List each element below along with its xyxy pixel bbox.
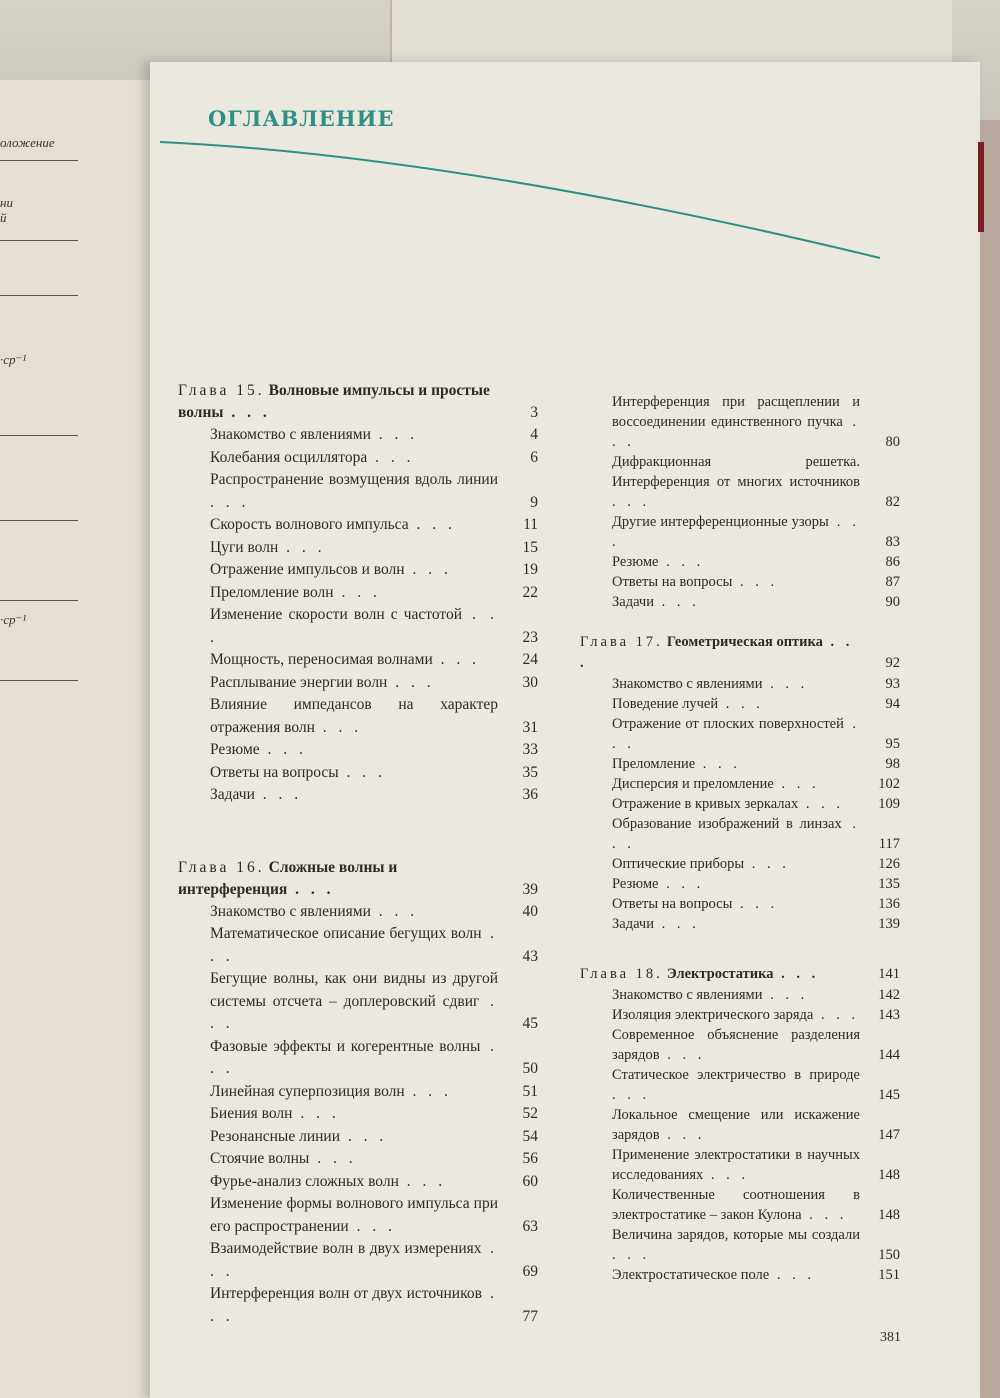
leader-dots: . . . — [612, 414, 861, 450]
page-number: 93 — [885, 676, 900, 692]
entry-title: Другие интерференционные узоры . . . — [612, 514, 861, 550]
toc-entry — [178, 604, 538, 649]
chapter-title — [580, 632, 860, 674]
entry-title: Отражение в кривых зеркалах . . . — [612, 796, 844, 812]
toc-page — [150, 62, 980, 1398]
toc-entry — [178, 514, 538, 537]
leader-dots: . . . — [773, 966, 820, 982]
page-number: 35 — [522, 763, 538, 781]
leader-dots: . . . — [210, 1240, 498, 1280]
leader-dots: . . . — [210, 606, 498, 646]
toc-entry — [580, 914, 900, 934]
toc-entry — [580, 894, 900, 914]
left-rule — [0, 160, 78, 161]
toc-entry — [580, 1105, 900, 1145]
page-number: 144 — [878, 1047, 900, 1063]
entry-title: Линейная суперпозиция волн . . . — [210, 1082, 452, 1100]
entry-title: Дисперсия и преломление . . . — [612, 776, 820, 792]
page-number: 142 — [878, 987, 900, 1003]
chapter-title-text: Сложные волны и интерференция — [178, 858, 398, 898]
page-number: 143 — [878, 1007, 900, 1023]
leader-dots: . . . — [612, 716, 860, 752]
entry-title: Образование изображений в линзах . . . — [612, 816, 860, 852]
page-number: 36 — [522, 786, 538, 803]
toc-entry — [580, 552, 900, 572]
toc-entry — [178, 1238, 538, 1283]
chapter-heading — [178, 380, 538, 424]
entry-title: Математическое описание бегущих волн . . . — [210, 925, 498, 965]
entry-title: Изменение скорости волн с частотой . . . — [210, 606, 498, 646]
page-number: 147 — [878, 1127, 900, 1143]
page-number: 141 — [878, 966, 900, 982]
page-number: 6 — [530, 448, 538, 466]
toc-entry — [580, 854, 900, 874]
entry-title: Фазовые эффекты и когерентные волны . . . — [210, 1037, 499, 1077]
leader-dots: . . . — [658, 554, 705, 570]
page-title: ОГЛАВЛЕНИЕ — [208, 106, 395, 131]
page-number: 92 — [885, 655, 900, 671]
leader-dots: . . . — [703, 1167, 750, 1183]
toc-entry — [580, 1005, 900, 1025]
page-number: 50 — [522, 1060, 538, 1077]
entry-title: Бегущие волны, как они видны из другой системы отсчета – доплеровский сдвиг . . . — [210, 970, 498, 1032]
toc-entry — [178, 447, 538, 470]
leader-dots: . . . — [314, 718, 363, 736]
entry-title: Взаимодействие волн в двух измерениях . . . — [210, 1240, 498, 1280]
entry-title: Стоячие волны . . . — [210, 1150, 357, 1167]
entry-title: Резюме . . . — [210, 741, 307, 758]
leader-dots: . . . — [695, 756, 741, 772]
leader-dots: . . . — [654, 594, 700, 610]
leader-dots: . . . — [659, 1047, 706, 1063]
leader-dots: . . . — [769, 1267, 815, 1283]
page-number: 139 — [878, 916, 900, 932]
entry-title: Знакомство с явлениями . . . — [612, 676, 809, 692]
entry-title: Количественные соотношения в электростатике – закон Кулона . . . — [612, 1187, 860, 1223]
entry-title: Статическое электричество в природе . . . — [612, 1067, 860, 1103]
page-number: 117 — [878, 836, 900, 852]
left-page — [0, 80, 152, 1398]
entry-title: Дифракционная решетка. Интерференция от многих источников . . . — [612, 454, 860, 510]
entry-title: Электростатическое поле . . . — [612, 1267, 815, 1283]
leader-dots: . . . — [223, 404, 271, 421]
entry-title: Интерференция волн от двух источников . . . — [210, 1285, 498, 1325]
entry-title: Отражение от плоских поверхностей . . . — [612, 716, 860, 752]
entry-title: Задачи . . . — [210, 786, 303, 803]
leader-dots: . . . — [580, 634, 854, 671]
leader-dots: . . . — [309, 1150, 357, 1167]
leader-dots: . . . — [367, 448, 415, 466]
leader-dots: . . . — [348, 1217, 396, 1235]
page-number: 90 — [885, 594, 900, 610]
entry-title: Ответы на вопросы . . . — [210, 763, 386, 781]
spacer — [580, 934, 900, 964]
entry-title: Расплывание энергии волн . . . — [210, 673, 435, 691]
toc-entry — [580, 714, 900, 754]
entry-title: Резюме . . . — [612, 554, 705, 570]
toc-entry — [178, 469, 538, 514]
entry-title: Преломление волн . . . — [210, 583, 381, 601]
leader-dots: . . . — [370, 426, 419, 443]
leader-dots: . . . — [612, 1087, 651, 1103]
toc-entry — [580, 1025, 900, 1065]
leader-dots: . . . — [432, 651, 481, 668]
leader-dots: . . . — [654, 916, 700, 932]
page-number: 94 — [885, 696, 900, 712]
entry-title: Величина зарядов, которые мы создали . . . — [612, 1227, 860, 1263]
entry-title: Биения волн . . . — [210, 1105, 340, 1122]
toc-column-right — [580, 392, 900, 1285]
toc-entry — [580, 694, 900, 714]
toc-entry — [178, 1081, 538, 1104]
page-number: 63 — [522, 1217, 538, 1235]
chapter-label: Глава 16. — [178, 858, 265, 876]
toc-entry — [178, 1171, 538, 1194]
page-number: 15 — [522, 538, 538, 556]
chapter-title — [178, 857, 498, 901]
entry-title: Локальное смещение или искажение зарядов . . . — [612, 1107, 860, 1143]
toc-entry — [178, 1036, 538, 1081]
page-number: 60 — [522, 1172, 538, 1190]
leader-dots: . . . — [338, 763, 386, 781]
page-number: 86 — [885, 554, 900, 570]
page-number: 31 — [522, 718, 538, 736]
entry-title: Изменение формы волнового импульса при его распространении . . . — [210, 1195, 498, 1235]
toc-entry — [178, 649, 538, 672]
toc-entry — [580, 754, 900, 774]
page-number: 145 — [878, 1087, 900, 1103]
entry-title: Интерференция при расщеплении и воссоединении единственного пучка . . . — [612, 394, 861, 450]
left-fragment: ·ср⁻¹ — [0, 352, 27, 367]
leader-dots: . . . — [287, 880, 335, 898]
left-rule — [0, 435, 78, 436]
entry-title: Современное объяснение разделения зарядов . . . — [612, 1027, 860, 1063]
leader-dots: . . . — [732, 896, 779, 912]
left-rule — [0, 240, 78, 241]
leader-dots: . . . — [658, 876, 705, 892]
page-number: 135 — [878, 876, 900, 892]
toc-entry — [580, 985, 900, 1005]
page-number: 39 — [522, 880, 538, 898]
leader-dots: . . . — [254, 786, 303, 803]
book-cover-edge — [978, 142, 984, 232]
leader-dots: . . . — [210, 493, 250, 511]
leader-dots: . . . — [340, 1127, 388, 1145]
page-number: 109 — [878, 796, 900, 812]
toc-entry — [580, 874, 900, 894]
entry-title: Преломление . . . — [612, 756, 741, 772]
leader-dots: . . . — [732, 574, 779, 590]
page-number: 11 — [523, 516, 538, 533]
toc-entry — [178, 559, 538, 582]
leader-dots: . . . — [798, 796, 844, 812]
page-number: 23 — [522, 628, 538, 646]
toc-entry — [178, 1126, 538, 1149]
entry-title: Задачи . . . — [612, 594, 700, 610]
entry-title: Отражение импульсов и волн . . . — [210, 561, 452, 578]
entry-title: Оптические приборы . . . — [612, 856, 790, 872]
entry-title: Задачи . . . — [612, 916, 700, 932]
page-number: 3 — [530, 404, 538, 421]
toc-entry — [178, 784, 538, 807]
toc-entry — [178, 537, 538, 560]
left-fragment: ни — [0, 195, 13, 210]
toc-entry — [580, 592, 900, 612]
leader-dots: . . . — [612, 514, 861, 550]
toc-entry — [580, 674, 900, 694]
leader-dots: . . . — [659, 1127, 706, 1143]
page-number: 136 — [878, 896, 900, 912]
page-number: 80 — [885, 434, 900, 450]
leader-dots: . . . — [210, 925, 498, 965]
leader-dots: . . . — [398, 1172, 447, 1190]
left-fragment: й — [0, 210, 7, 225]
left-rule — [0, 520, 78, 521]
leader-dots: . . . — [404, 561, 452, 578]
entry-title: Резонансные линии . . . — [210, 1127, 388, 1145]
leader-dots: . . . — [292, 1105, 340, 1122]
page-number: 102 — [878, 776, 900, 792]
toc-entry — [178, 1283, 538, 1328]
leader-dots: . . . — [612, 494, 651, 510]
entry-title: Колебания осциллятора . . . — [210, 448, 415, 466]
entry-title: Ответы на вопросы . . . — [612, 574, 779, 590]
leader-dots: . . . — [404, 1082, 452, 1100]
toc-entry — [580, 814, 900, 854]
toc-entry — [178, 968, 538, 1036]
toc-entry — [178, 923, 538, 968]
entry-title: Цуги волн . . . — [210, 538, 326, 556]
page-number: 77 — [522, 1307, 538, 1325]
page-number: 151 — [878, 1267, 900, 1283]
page-number: 98 — [885, 756, 900, 772]
toc-entry — [178, 901, 538, 924]
entry-title: Поведение лучей . . . — [612, 696, 764, 712]
leader-dots: . . . — [762, 987, 809, 1003]
toc-entry — [178, 762, 538, 785]
left-fragment: ·ср⁻¹ — [0, 612, 27, 627]
page-number: 148 — [878, 1207, 900, 1223]
leader-dots: . . . — [612, 1247, 651, 1263]
left-rule — [0, 600, 78, 601]
page-number: 82 — [885, 494, 900, 510]
left-fragment: оложение — [0, 135, 55, 150]
left-rule — [0, 295, 78, 296]
leader-dots: . . . — [278, 538, 326, 556]
page-number: 148 — [878, 1167, 900, 1183]
chapter-heading — [580, 964, 900, 985]
leader-dots: . . . — [801, 1207, 848, 1223]
chapter-title-text: Геометрическая оптика — [666, 634, 823, 650]
entry-title: Применение электростатики в научных исследованиях . . . — [612, 1147, 860, 1183]
leader-dots: . . . — [744, 856, 790, 872]
page-number: 45 — [522, 1015, 538, 1032]
toc-entry — [178, 672, 538, 695]
page-number: 69 — [522, 1262, 538, 1280]
leader-dots: . . . — [210, 992, 498, 1032]
page-number: 54 — [522, 1127, 538, 1145]
toc-entry — [580, 572, 900, 592]
toc-entry — [580, 794, 900, 814]
leader-dots: . . . — [813, 1007, 860, 1023]
entry-title: Ответы на вопросы . . . — [612, 896, 779, 912]
toc-entry — [178, 739, 538, 762]
page-number: 51 — [522, 1082, 538, 1100]
page-number: 24 — [522, 651, 538, 668]
toc-entry — [580, 1145, 900, 1185]
toc-entry — [580, 774, 900, 794]
chapter-label: Глава 15. — [178, 382, 265, 399]
chapter-title-text: Электростатика — [666, 966, 774, 982]
entry-title: Знакомство с явлениями . . . — [210, 902, 419, 920]
leader-dots: . . . — [259, 741, 307, 758]
toc-entry — [178, 1103, 538, 1126]
toc-entry — [580, 1225, 900, 1265]
page-number: 126 — [878, 856, 900, 872]
stray-page-number: 381 — [880, 1330, 901, 1345]
page-number: 9 — [530, 493, 538, 511]
leader-dots: . . . — [210, 1285, 498, 1325]
leader-dots: . . . — [333, 583, 381, 601]
chapter-label: Глава 18. — [580, 966, 663, 982]
leader-dots: . . . — [370, 902, 419, 920]
entry-title: Влияние импедансов на характер отражения волн . . . — [210, 696, 498, 736]
chapter-title — [178, 380, 498, 424]
entry-title: Изоляция электрического заряда . . . — [612, 1007, 860, 1023]
page-number: 40 — [522, 902, 538, 920]
page-number: 95 — [885, 736, 900, 752]
page-number: 83 — [885, 534, 900, 550]
left-rule — [0, 680, 78, 681]
chapter-title — [580, 964, 860, 985]
page-number: 33 — [522, 741, 538, 758]
entry-title: Знакомство с явлениями . . . — [210, 426, 419, 443]
leader-dots: . . . — [387, 673, 435, 691]
toc-entry — [178, 694, 538, 739]
entry-title: Резюме . . . — [612, 876, 705, 892]
toc-column-left — [178, 380, 538, 1328]
page-number: 150 — [878, 1247, 900, 1263]
toc-entry — [580, 1265, 900, 1285]
toc-entry — [178, 582, 538, 605]
toc-entry — [580, 1185, 900, 1225]
entry-title: Распространение возмущения вдоль линии . . . — [210, 471, 498, 511]
leader-dots: . . . — [612, 816, 860, 852]
page-number: 52 — [522, 1105, 538, 1122]
chapter-heading — [580, 632, 900, 674]
page-number: 30 — [522, 673, 538, 691]
toc-entry — [178, 424, 538, 447]
spacer — [580, 612, 900, 632]
page-number: 4 — [530, 426, 538, 443]
leader-dots: . . . — [718, 696, 764, 712]
toc-entry — [178, 1148, 538, 1171]
chapter-heading — [178, 857, 538, 901]
toc-entry — [580, 452, 900, 512]
toc-entry — [178, 1193, 538, 1238]
spacer — [178, 807, 538, 857]
heading-rule — [160, 126, 880, 206]
leader-dots: . . . — [762, 676, 809, 692]
entry-title: Знакомство с явлениями . . . — [612, 987, 809, 1003]
chapter-title-text: Волновые импульсы и простые волны — [178, 382, 490, 421]
page-number: 56 — [522, 1150, 538, 1167]
entry-title: Фурье-анализ сложных волн . . . — [210, 1172, 447, 1190]
toc-entry — [580, 1065, 900, 1105]
leader-dots: . . . — [773, 776, 820, 792]
page-number: 87 — [885, 574, 900, 590]
toc-entry — [580, 392, 900, 452]
entry-title: Мощность, переносимая волнами . . . — [210, 651, 481, 668]
page-number: 43 — [522, 947, 538, 965]
chapter-label: Глава 17. — [580, 634, 663, 650]
leader-dots: . . . — [210, 1037, 499, 1077]
page-number: 22 — [522, 583, 538, 601]
toc-entry — [580, 512, 900, 552]
leader-dots: . . . — [408, 516, 456, 533]
entry-title: Скорость волнового импульса . . . — [210, 516, 456, 533]
page-number: 19 — [522, 561, 538, 578]
